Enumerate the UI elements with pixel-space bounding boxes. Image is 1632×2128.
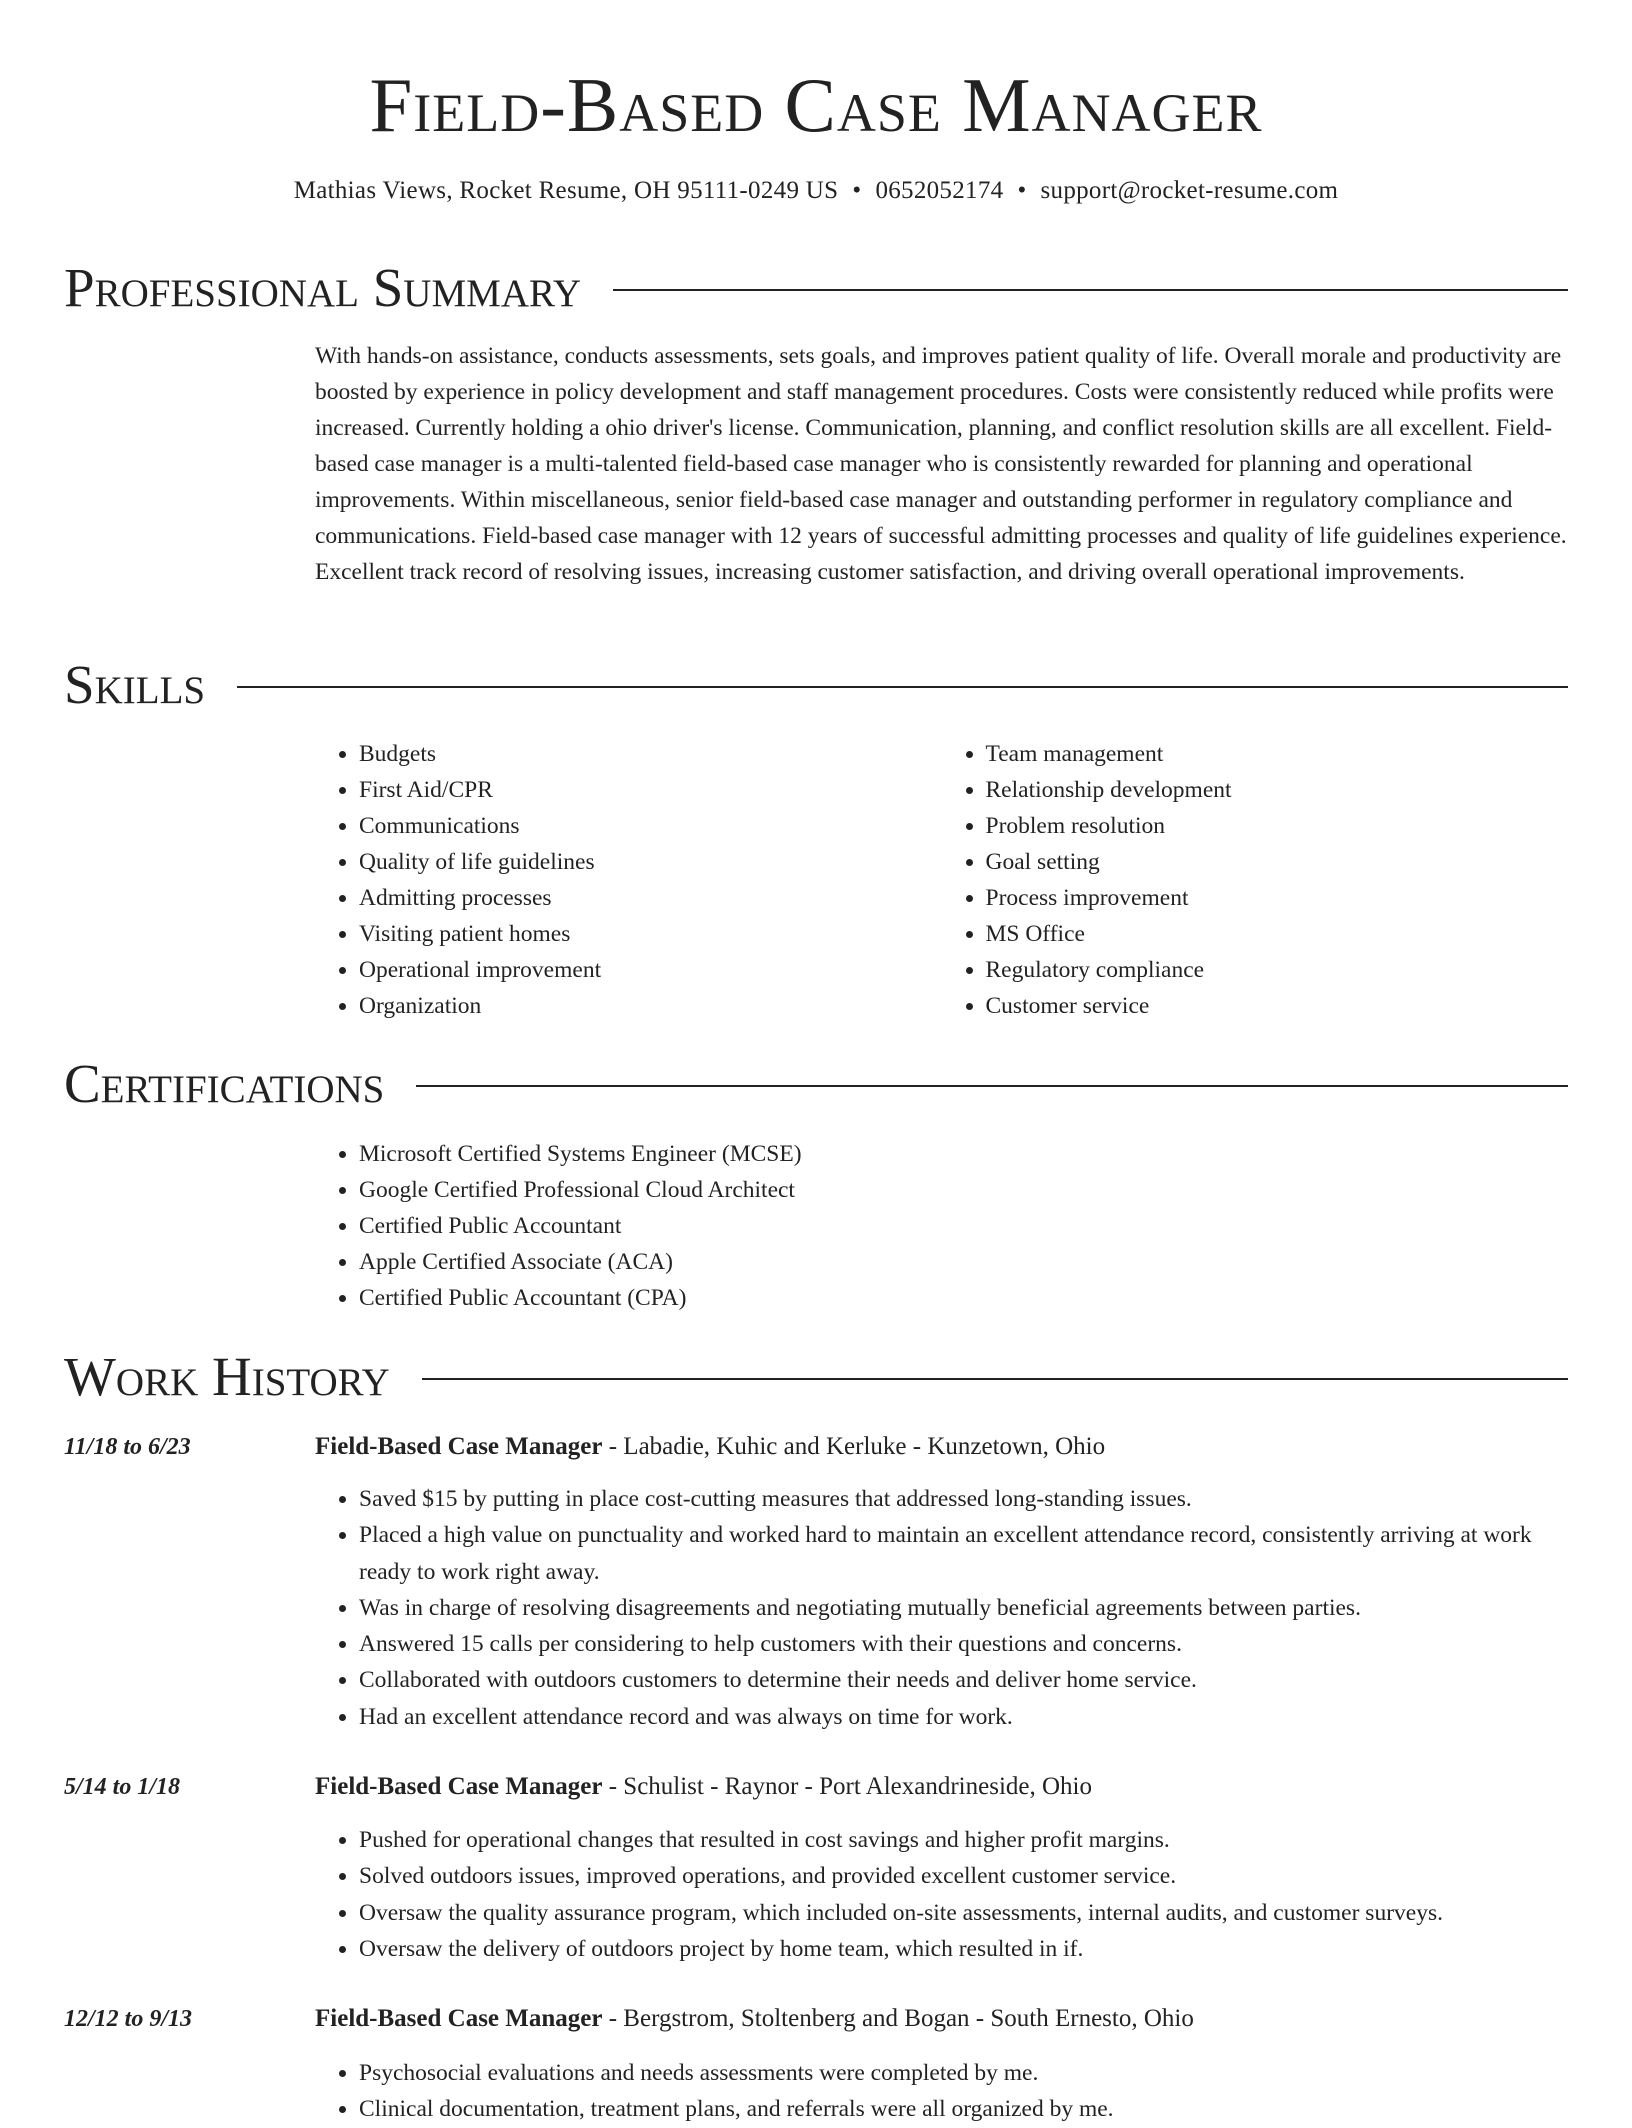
section-header-skills bbox=[64, 655, 1568, 715]
job-company: - Schulist - Raynor - Port Alexandrineside, Ohio bbox=[602, 1773, 1092, 1800]
list-item: • Answered 15 calls per considering to help customers with their questions and concerns. bbox=[359, 1626, 1568, 1662]
list-item: • Oversaw the delivery of outdoors project by home team, which resulted in if. bbox=[359, 1931, 1568, 1967]
job-bullets bbox=[315, 1481, 1568, 1735]
job-heading bbox=[315, 1769, 1568, 1805]
list-item: • Team management bbox=[986, 736, 1569, 772]
skills-column-left bbox=[315, 736, 942, 1024]
certifications-items bbox=[315, 1136, 1568, 1316]
section-divider bbox=[422, 1378, 1568, 1380]
job-heading bbox=[315, 2001, 1568, 2037]
list-item: • Placed a high value on punctuality and worked hard to maintain an excellent attendance record, consistently arriving at work ready to work right away. bbox=[359, 1517, 1568, 1590]
list-item: • Organization bbox=[359, 988, 942, 1024]
list-item: • Oversaw the quality assurance program, which included on-site assessments, internal audits, and customer surveys. bbox=[359, 1895, 1568, 1931]
list-item: • Solved outdoors issues, improved operations, and provided excellent customer service. bbox=[359, 1858, 1568, 1894]
job-bullets bbox=[315, 1822, 1568, 1967]
contact-email: support@rocket-resume.com bbox=[1040, 177, 1339, 204]
list-item: • Communications bbox=[359, 808, 942, 844]
section-divider bbox=[613, 289, 1568, 291]
job-title: Field-Based Case Manager bbox=[315, 2005, 603, 2032]
list-item: • Visiting patient homes bbox=[359, 916, 942, 952]
list-item: • Certified Public Accountant (CPA) bbox=[359, 1280, 1568, 1316]
list-item: • Admitting processes bbox=[359, 880, 942, 916]
section-divider bbox=[237, 686, 1568, 688]
section-title: Professional Summary bbox=[64, 257, 582, 318]
list-item: • Collaborated with outdoors customers to determine their needs and deliver home service. bbox=[359, 1662, 1568, 1698]
contact-phone: 0652052174 bbox=[875, 177, 1004, 204]
job-company: - Bergstrom, Stoltenberg and Bogan - South Ernesto, Ohio bbox=[602, 2005, 1194, 2032]
job-company: - Labadie, Kuhic and Kerluke - Kunzetown, Ohio bbox=[602, 1433, 1106, 1460]
job-bullet-list bbox=[315, 1822, 1568, 1967]
list-item: • MS Office bbox=[986, 916, 1569, 952]
section-divider bbox=[416, 1085, 1568, 1087]
list-item: • First Aid/CPR bbox=[359, 772, 942, 808]
list-item: • Budgets bbox=[359, 736, 942, 772]
list-item: • Goal setting bbox=[986, 844, 1569, 880]
section-title: Skills bbox=[64, 654, 206, 715]
contact-line bbox=[0, 174, 1632, 208]
section-header-work-history bbox=[64, 1347, 1568, 1407]
section-header-certifications bbox=[64, 1054, 1568, 1114]
job-dates: 5/14 to 1/18 bbox=[64, 1774, 181, 1800]
list-item: • Customer service bbox=[986, 988, 1569, 1024]
job-heading bbox=[315, 1429, 1568, 1465]
job-bullet-list bbox=[315, 1481, 1568, 1735]
certifications-list bbox=[315, 1136, 1568, 1316]
section-header-summary bbox=[64, 258, 1568, 318]
contact-address: Mathias Views, Rocket Resume, OH 95111-0249 US bbox=[293, 177, 839, 204]
job-bullets bbox=[315, 2055, 1568, 2128]
list-item: • Process improvement bbox=[986, 880, 1569, 916]
list-item: • Regulatory compliance bbox=[986, 952, 1569, 988]
page-title: Field-Based Case Manager bbox=[369, 62, 1263, 148]
job-dates: 12/12 to 9/13 bbox=[64, 2006, 193, 2032]
list-item: • Was in charge of resolving disagreements and negotiating mutually beneficial agreements between parties. bbox=[359, 1590, 1568, 1626]
job-title: Field-Based Case Manager bbox=[315, 1433, 603, 1460]
job-bullet-list bbox=[315, 2055, 1568, 2128]
list-item: • Quality of life guidelines bbox=[359, 844, 942, 880]
list-item: • Pushed for operational changes that resulted in cost savings and higher profit margins. bbox=[359, 1822, 1568, 1858]
list-item: • Problem resolution bbox=[986, 808, 1569, 844]
list-item: • Google Certified Professional Cloud Architect bbox=[359, 1172, 1568, 1208]
list-item: • Relationship development bbox=[986, 772, 1569, 808]
section-title: Certifications bbox=[64, 1053, 385, 1114]
list-item: • Operational improvement bbox=[359, 952, 942, 988]
section-title: Work History bbox=[64, 1346, 390, 1407]
summary-text: With hands-on assistance, conducts assessments, sets goals, and improves patient quality of life. Overall morale and productivity are boosted by experience in policy development and staff management procedures. Costs were consistently reduced while profits were increased. Currently holding a ohio driver's license. Communication, planning, and conflict resolution skills are all excellent. Field-based case manager is a multi-talented field-based case manager who is consistently rewarded for planning and operational improvements. Within miscellaneous, senior field-based case manager and outstanding performer in regulatory compliance and communications. Field-based case manager with 12 years of successful admitting processes and quality of life guidelines experience. Excellent track record of resolving issues, increasing customer satisfaction, and driving overall operational improvements. bbox=[315, 343, 1567, 585]
list-item: • Certified Public Accountant bbox=[359, 1208, 1568, 1244]
contact-separator: • bbox=[852, 177, 862, 204]
list-item: • Apple Certified Associate (ACA) bbox=[359, 1244, 1568, 1280]
job-title: Field-Based Case Manager bbox=[315, 1773, 603, 1800]
list-item: • Psychosocial evaluations and needs assessments were completed by me. bbox=[359, 2055, 1568, 2091]
list-item: • Had an excellent attendance record and was always on time for work. bbox=[359, 1699, 1568, 1735]
list-item: • Clinical documentation, treatment plans, and referrals were all organized by me. bbox=[359, 2091, 1568, 2127]
skills-column-right bbox=[942, 736, 1569, 1024]
contact-separator: • bbox=[1017, 177, 1027, 204]
list-item: • Microsoft Certified Systems Engineer (MCSE) bbox=[359, 1136, 1568, 1172]
job-dates: 11/18 to 6/23 bbox=[64, 1434, 191, 1460]
list-item: • Saved $15 by putting in place cost-cutting measures that addressed long-standing issues. bbox=[359, 1481, 1568, 1517]
skills-list bbox=[315, 736, 1568, 1024]
